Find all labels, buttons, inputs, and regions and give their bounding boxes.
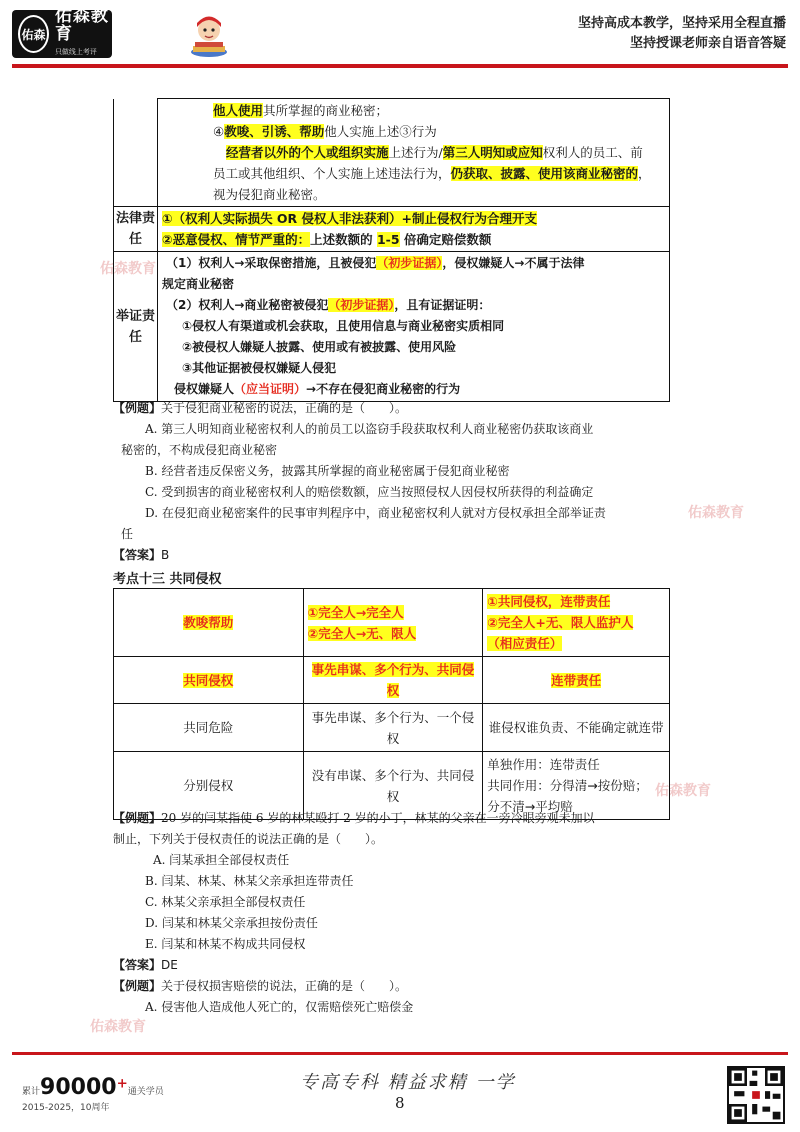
mascot-icon [185,10,233,58]
example-question-2: 【例题】20 岁的闫某指使 6 岁的林某殴打 2 岁的小丁，林某的父亲在一旁冷眼旁观未加以 制止，下列关于侵权责任的说法正确的是（ ）。 A. 闫某承担全部侵权责任 B. 闫某、林某、林某父亲承担连带责任 C. 林某父亲承担全部侵权责任 D. 闫某和林某父亲承担按份责任 E. 闫某和林某不构成共同侵权 【答案】DE [113,811,595,972]
table-row: 他人使用其所掌握的商业秘密； ④教唆、引诱、帮助他人实施上述③行为 经营者以外的个人或组织实施上述行为/第三人明知或应知权利人的员工、前 员工或其他组织、个人实施上述违法行为，仍获取、披露、使用该商业秘密的， 视为侵犯商业秘密。 [114,99,670,207]
table-row: 举证责任 （1）权利人→采取保密措施，且被侵犯（初步证据），侵权嫌疑人→不属于法律 规定商业秘密 （2）权利人→商业秘密被侵犯（初步证据），且有证据证明： ①侵权人有渠道或机会获取，且使用信息与商业秘密实质相同 ②被侵权人嫌疑人披露、使用或有被披露、使用风险 ③其他证据被侵权嫌疑人侵犯 侵权嫌疑人（应当证明）→不存在侵犯商业秘密的行为 [114,252,670,402]
joint-tort-table [113,588,670,820]
section-heading: 考点十三 共同侵权 [113,572,222,587]
example-question-3: 【例题】关于侵权损害赔偿的说法，正确的是（ ）。 A. 侵害他人造成他人死亡的，仅需赔偿死亡赔偿金 [113,979,414,1014]
watermark: 佑森教育 [90,1019,146,1035]
slogan [578,14,786,54]
student-count: 累计90000+通关学员 2015-2025，10周年 [22,1075,164,1113]
logo-name: 佑森教育 [54,6,109,44]
qr-code-icon [727,1066,785,1124]
header-red-bar [12,64,788,68]
slogan-line-2: 坚持授课老师亲自语音答疑 [629,36,786,51]
table-row: 法律责任 ①（权利人实际损失 OR 侵权人非法获利）+制止侵权行为合理开支 ②恶意侵权、情节严重的：上述数额的 1-5 倍确定赔偿数额 [114,207,670,252]
trade-secret-table [113,98,670,402]
example-question-1: 【例题】关于侵犯商业秘密的说法，正确的是（ ）。 A. 第三人明知商业秘密权利人的前员工以盗窃手段获取权利人商业秘密仍获取该商业 秘密的，不构成侵犯商业秘密 B. 经营者违反保密义务，披露其所掌握的商业秘密属于侵犯商业秘密 C. 受到损害的商业秘密权利人的赔偿数额，应当按照侵权人因侵权所获得的利益确定 D. 在侵犯商业秘密案件的民事审判程序中，商业秘密权利人就对方侵权承担全部举证责 任 【答案】B [113,401,606,562]
logo-tagline: 只做线上考评 [54,48,97,56]
logo-seal: 佑森 [18,15,49,53]
table-row: 共同侵权 事先串谋、多个行为、共同侵权 连带责任 [114,657,670,704]
table-row: 教唆帮助 ①完全人→完全人 ②完全人→无、限人 ①共同侵权，连带责任 ②完全人+无、限人监护人 （相应责任） [114,589,670,657]
watermark: 佑森教育 [655,783,711,799]
table-row: 分别侵权 没有串谋、多个行为、共同侵权 单独作用：连带责任 共同作用：分得清→按份赔； 分不清→平均赔 [114,752,670,820]
row-label-burden-of-proof: 举证责任 [114,252,158,402]
brand-logo [12,6,112,58]
table-row: 共同危险 事先串谋、多个行为、一个侵权 谁侵权谁负责、不能确定就连带 [114,704,670,752]
row-label-liability: 法律责任 [114,207,158,252]
page-number: 8 [395,1094,405,1112]
watermark: 佑森教育 [100,261,156,277]
watermark: 佑森教育 [688,505,744,521]
footer-red-bar [12,1052,788,1055]
slogan-line-1: 坚持高成本教学，坚持采用全程直播 [577,16,786,31]
calligraphy-motto: 专高专科 精益求精 一学 [300,1072,516,1093]
